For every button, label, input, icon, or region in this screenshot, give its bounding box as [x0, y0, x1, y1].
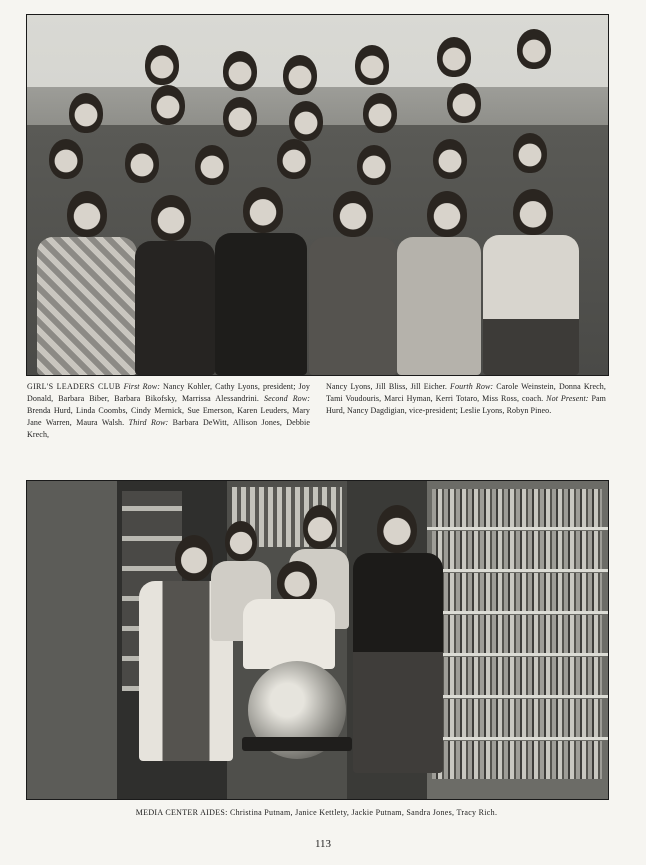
- caption-leaders-club-right: [326, 381, 606, 417]
- caption-leaders-club-left: [27, 381, 310, 441]
- second-row-names: Brenda Hurd, Linda Coombs, Cindy Mernick, Sue Emerson, Karen Leuders, Mary Jane Warren, Maura Walsh.: [27, 406, 310, 427]
- first-row-label: First Row:: [123, 382, 160, 391]
- first-row-names: Nancy Kohler, Cathy Lyons, president; Joy Donald, Barbara Biber, Barbara Bikofsky, Marrissa Alessandrini.: [27, 382, 310, 403]
- not-present-label: Not Present:: [546, 394, 589, 403]
- third-row-names-continued: Nancy Lyons, Jill Bliss, Jill Eicher.: [326, 382, 447, 391]
- caption-media-center-aides: MEDIA CENTER AIDES: Christina Putnam, Janice Kettlety, Jackie Putnam, Sandra Jones, Tracy Rich.: [135, 808, 498, 817]
- fourth-row-names: Carole Weinstein, Donna Krech, Tami Voudouris, Marci Hyman, Kerri Totaro, Miss Ross, coach.: [326, 382, 606, 403]
- not-present-names: Pam Hurd, Nancy Dagdigian, vice-president; Leslie Lyons, Robyn Pineo.: [326, 394, 606, 415]
- third-row-label: Third Row:: [128, 418, 169, 427]
- page-number: 113: [314, 838, 332, 850]
- caption-club-title: GIRL'S LEADERS CLUB: [27, 382, 121, 391]
- group-photo-leaders-club: [26, 14, 609, 376]
- fourth-row-label: Fourth Row:: [450, 382, 494, 391]
- third-row-names: Barbara DeWitt, Allison Jones, Debbie Krech,: [27, 418, 310, 439]
- group-photo-media-center-aides: [26, 480, 609, 800]
- second-row-label: Second Row:: [264, 394, 310, 403]
